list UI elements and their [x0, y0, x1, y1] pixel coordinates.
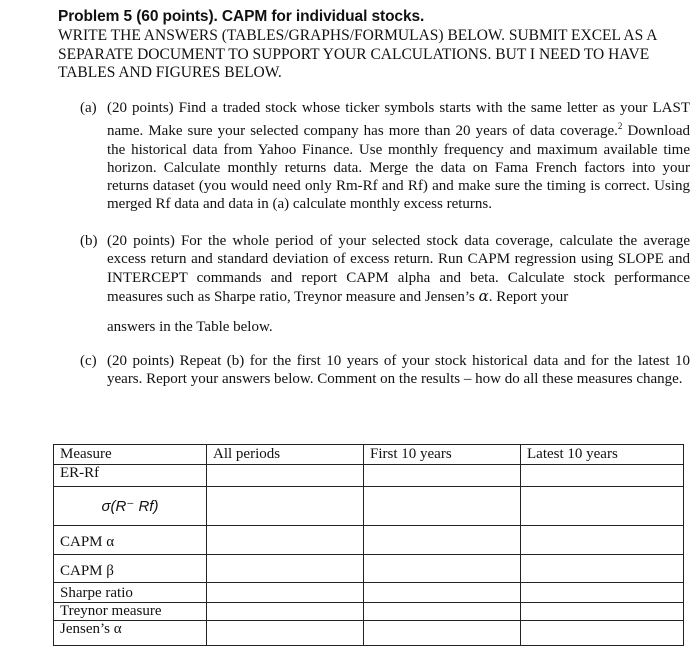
cell-er-rf-latest10[interactable]: [521, 465, 684, 487]
row-label-capm-beta-cell: [54, 555, 207, 583]
part-b-tail: answers in the Table below.: [107, 319, 273, 336]
part-a-label: (a): [80, 100, 97, 116]
part-b-label: (b): [80, 233, 98, 249]
row-label-er-rf: ER-Rf: [54, 465, 207, 487]
row-label-sigma-cell: [54, 487, 207, 526]
part-b: [80, 232, 690, 336]
table-row: [54, 555, 684, 583]
row-label-jensen: Jensen’s α: [54, 621, 207, 646]
cell-jensen-all[interactable]: [207, 621, 364, 646]
header-latest-10-years: Latest 10 years: [521, 445, 684, 465]
cell-sigma-first10[interactable]: [364, 487, 521, 526]
part-c: [80, 352, 690, 389]
table-header-row: [54, 445, 684, 465]
cell-capm-beta-latest10[interactable]: [521, 555, 684, 583]
row-label-sharpe-cell: [54, 583, 207, 603]
problem-heading: Problem 5 (60 points). CAPM for individual stocks.: [58, 8, 425, 25]
cell-sigma-all[interactable]: [207, 487, 364, 526]
table-row: [54, 465, 684, 487]
cell-er-rf-all[interactable]: [207, 465, 364, 487]
table-row: [54, 583, 684, 603]
row-label-sigma: σ(R⁻ Rf): [101, 498, 159, 515]
part-c-text: (20 points) Repeat (b) for the first 10 years of your stock historical data and for the latest 10 years. Report your answers below. Comment on the results – how do all these measures change.: [107, 353, 690, 388]
cell-jensen-first10[interactable]: [364, 621, 521, 646]
cell-capm-beta-all[interactable]: [207, 555, 364, 583]
part-b-text: (20 points) For the whole period of your selected stock data coverage, calculate the average excess return and standard deviation of excess return. Run CAPM regression using SLOPE and INTERCEPT commands and report CAPM alpha and beta. Calculate stock performance measures such as Sharpe ratio, Treynor measure and Jensen’s: [107, 233, 690, 305]
cell-sharpe-all[interactable]: [207, 583, 364, 603]
table-row: [54, 621, 684, 646]
row-label-capm-beta: CAPM β: [60, 563, 114, 579]
cell-capm-alpha-first10[interactable]: [364, 526, 521, 555]
row-label-capm-alpha-cell: [54, 526, 207, 555]
part-c-label: (c): [80, 353, 97, 369]
header-first-10-years: First 10 years: [364, 445, 521, 465]
cell-jensen-latest10[interactable]: [521, 621, 684, 646]
cell-treynor-first10[interactable]: [364, 603, 521, 621]
cell-sigma-latest10[interactable]: [521, 487, 684, 526]
cell-capm-alpha-latest10[interactable]: [521, 526, 684, 555]
footnote-marker: 2: [617, 121, 623, 132]
part-a: [80, 99, 690, 214]
row-label-capm-alpha: CAPM α: [60, 534, 115, 550]
alpha-symbol: α: [478, 286, 489, 305]
header-all-periods: All periods: [207, 445, 364, 465]
cell-treynor-latest10[interactable]: [521, 603, 684, 621]
problem-instructions: WRITE THE ANSWERS (TABLES/GRAPHS/FORMULAS) BELOW. SUBMIT EXCEL AS A SEPARATE DOCUMENT TO SUPPORT YOUR CALCULATIONS. BUT I NEED TO HAVE TABLES AND FIGURES BELOW.: [58, 27, 657, 81]
table-row: [54, 603, 684, 621]
part-b-body: [107, 232, 690, 306]
part-a-text: (20 points) Find a traded stock whose ticker symbols starts with the same letter as your LAST name. Make sure your selected company has more than 20 years of data coverage.: [107, 100, 690, 140]
cell-capm-alpha-all[interactable]: [207, 526, 364, 555]
cell-er-rf-first10[interactable]: [364, 465, 521, 487]
table-row: [54, 526, 684, 555]
table-row: [54, 487, 684, 526]
row-label-sharpe: Sharpe ratio: [60, 585, 133, 601]
cell-capm-beta-first10[interactable]: [364, 555, 521, 583]
cell-treynor-all[interactable]: [207, 603, 364, 621]
part-a-text-2: Download the historical data from Yahoo Finance. Use monthly frequency and maximum available time horizon. Calculate monthly returns data. Merge the data on Fama French factors into your returns dataset (you would need only Rm-Rf and Rf) and make sure the timing is correct. Using merged Rf data and data in (a) calculate monthly excess returns.: [107, 123, 690, 213]
part-a-body: [107, 99, 690, 214]
cell-sharpe-latest10[interactable]: [521, 583, 684, 603]
header-measure: Measure: [54, 445, 207, 465]
row-label-treynor: Treynor measure: [54, 603, 207, 621]
part-b-text-end: . Report your: [488, 288, 569, 305]
cell-sharpe-first10[interactable]: [364, 583, 521, 603]
results-table: [53, 444, 684, 646]
